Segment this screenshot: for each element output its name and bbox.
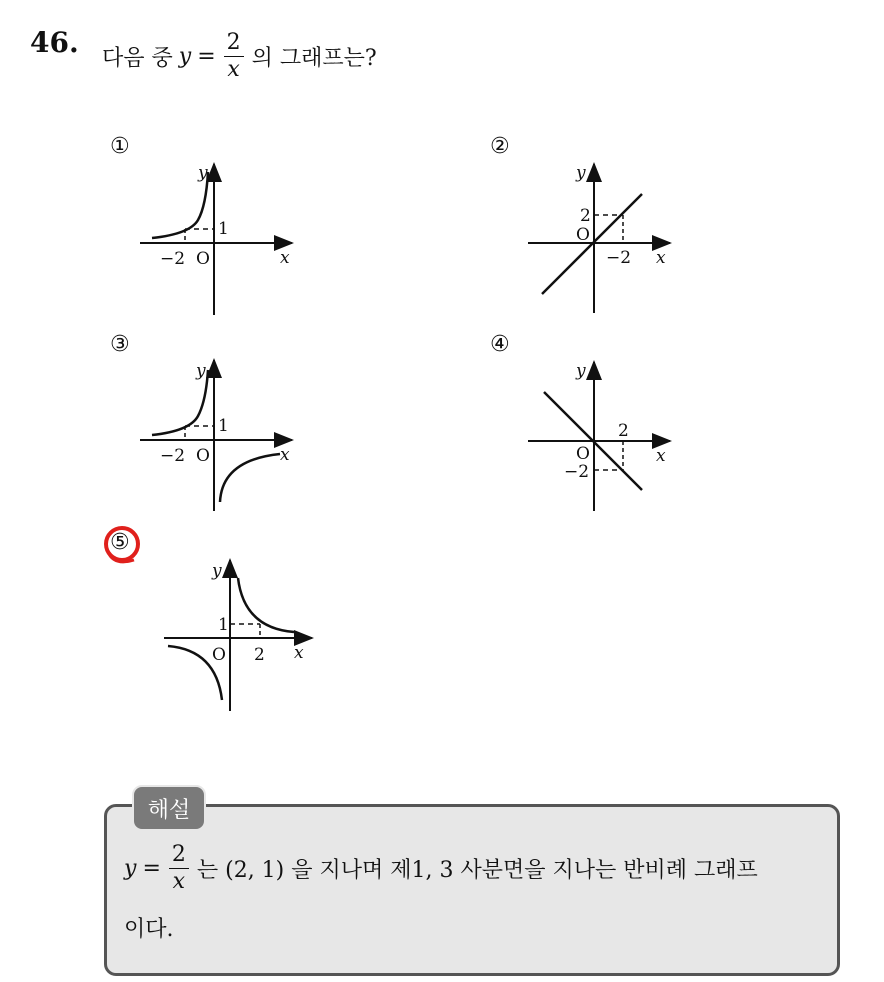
- solution-lhs: y: [124, 856, 137, 881]
- question-text: [102, 30, 377, 83]
- ytick-label: −2: [564, 462, 590, 482]
- curve-q1: [238, 578, 294, 632]
- solution-frac-den: x: [172, 869, 186, 894]
- y-label: y: [576, 163, 586, 183]
- choice-3-graph[interactable]: [140, 356, 310, 516]
- question-frac-num: 2: [224, 30, 244, 57]
- y-label: y: [198, 163, 208, 183]
- curve-q4: [220, 454, 280, 502]
- x-label: x: [280, 248, 290, 268]
- question-number: 46.: [30, 26, 79, 59]
- solution-fraction: [169, 842, 189, 895]
- origin-label: O: [576, 444, 590, 464]
- xtick-label: −2: [160, 446, 186, 466]
- choice-5-graph[interactable]: [160, 556, 330, 716]
- choice-4-mark[interactable]: ④: [490, 332, 510, 357]
- ytick-label: 1: [218, 219, 229, 239]
- question-fraction: [224, 30, 244, 83]
- y-label: y: [212, 561, 222, 581]
- ytick-label: 1: [218, 615, 229, 635]
- y-label: y: [576, 361, 586, 381]
- origin-label: O: [196, 446, 210, 466]
- y-label: y: [196, 361, 206, 381]
- choice-2-mark[interactable]: ②: [490, 134, 510, 159]
- xtick-label: −2: [606, 248, 632, 268]
- choice-3-mark[interactable]: ③: [110, 332, 130, 357]
- question-lhs: y: [178, 44, 192, 69]
- origin-label: O: [576, 225, 590, 245]
- xtick-label: 2: [254, 645, 265, 665]
- choice-2-graph[interactable]: [528, 158, 688, 318]
- x-label: x: [656, 248, 666, 268]
- x-label: x: [294, 643, 304, 663]
- solution-line-2: 이다.: [124, 917, 174, 942]
- solution-equals: =: [142, 856, 161, 881]
- choice-4-graph[interactable]: [528, 356, 688, 516]
- question-equals: =: [197, 44, 216, 69]
- question-suffix: 의 그래프는?: [251, 46, 377, 71]
- x-label: x: [280, 445, 290, 465]
- ytick-label: 2: [580, 206, 591, 226]
- solution-text: 는 (2, 1) 을 지나며 제1, 3 사분면을 지나는 반비례 그래프: [196, 858, 758, 883]
- question-frac-den: x: [227, 57, 240, 82]
- xtick-label: 2: [618, 421, 629, 441]
- ytick-label: 1: [218, 416, 229, 436]
- x-label: x: [656, 446, 666, 466]
- solution-tab: 해설: [132, 785, 206, 831]
- origin-label: O: [212, 645, 226, 665]
- question-prefix: 다음 중: [102, 46, 173, 71]
- choice-1-mark[interactable]: ①: [110, 134, 130, 159]
- xtick-label: −2: [160, 249, 186, 269]
- choice-1-graph[interactable]: [140, 160, 310, 320]
- solution-line-1: [124, 842, 758, 895]
- solution-frac-num: 2: [169, 842, 189, 869]
- choice-5-mark[interactable]: ⑤: [110, 530, 130, 555]
- origin-label: O: [196, 249, 210, 269]
